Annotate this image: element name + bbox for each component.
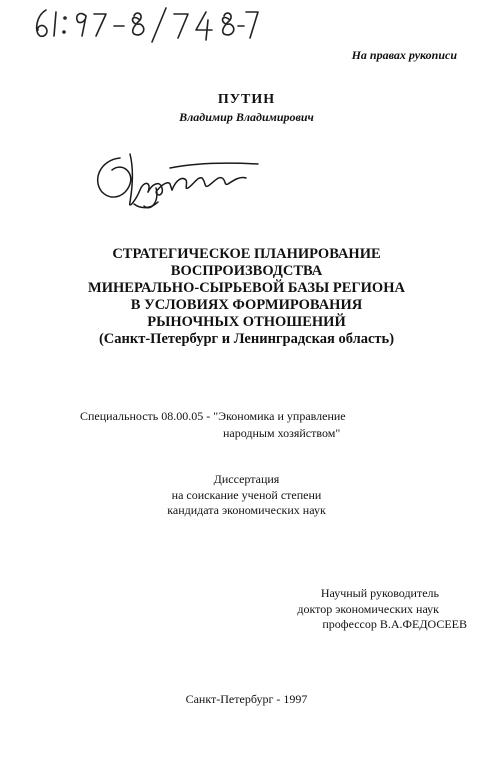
handwritten-catalog-number — [30, 2, 260, 46]
author-signature — [90, 140, 265, 220]
degree-block — [0, 472, 493, 519]
handwritten-catalog-number-drawing — [30, 2, 260, 46]
place-and-year: Санкт-Петербург - 1997 — [185, 692, 308, 706]
rights-notice: На правах рукописи — [351, 48, 457, 62]
advisor-degree: доктор экономических наук — [297, 601, 439, 616]
title-line: В УСЛОВИЯХ ФОРМИРОВАНИЯ — [130, 297, 363, 313]
title-line: ВОСПРОИЗВОДСТВА — [170, 263, 323, 279]
degree-line: Диссертация — [213, 472, 280, 486]
title-line: МИНЕРАЛЬНО-СЫРЬЕВОЙ БАЗЫ РЕГИОНА — [88, 280, 405, 296]
specialty-line: Специальность 08.00.05 - "Экономика и управление — [80, 409, 346, 423]
title-line: РЫНОЧНЫХ ОТНОШЕНИЙ — [147, 314, 346, 330]
advisor-block — [297, 586, 467, 633]
advisor-name: профессор В.А.ФЕДОСЕЕВ — [322, 617, 467, 631]
author-given-names: Владимир Владимирович — [179, 110, 314, 124]
title-subtitle: (Санкт-Петербург и Ленинградская область) — [98, 331, 395, 347]
dissertation-title — [0, 246, 493, 348]
advisor-role: Научный руководитель — [320, 586, 439, 600]
degree-line: на соискание ученой степени — [171, 487, 322, 502]
signature-drawing — [90, 140, 265, 220]
specialty-block — [80, 408, 346, 442]
title-line: СТРАТЕГИЧЕСКОЕ ПЛАНИРОВАНИЕ — [112, 246, 381, 262]
degree-line: кандидата экономических наук — [167, 503, 326, 517]
specialty-line-continued: народным хозяйством" — [223, 426, 341, 440]
author-surname: ПУТИН — [217, 92, 276, 107]
